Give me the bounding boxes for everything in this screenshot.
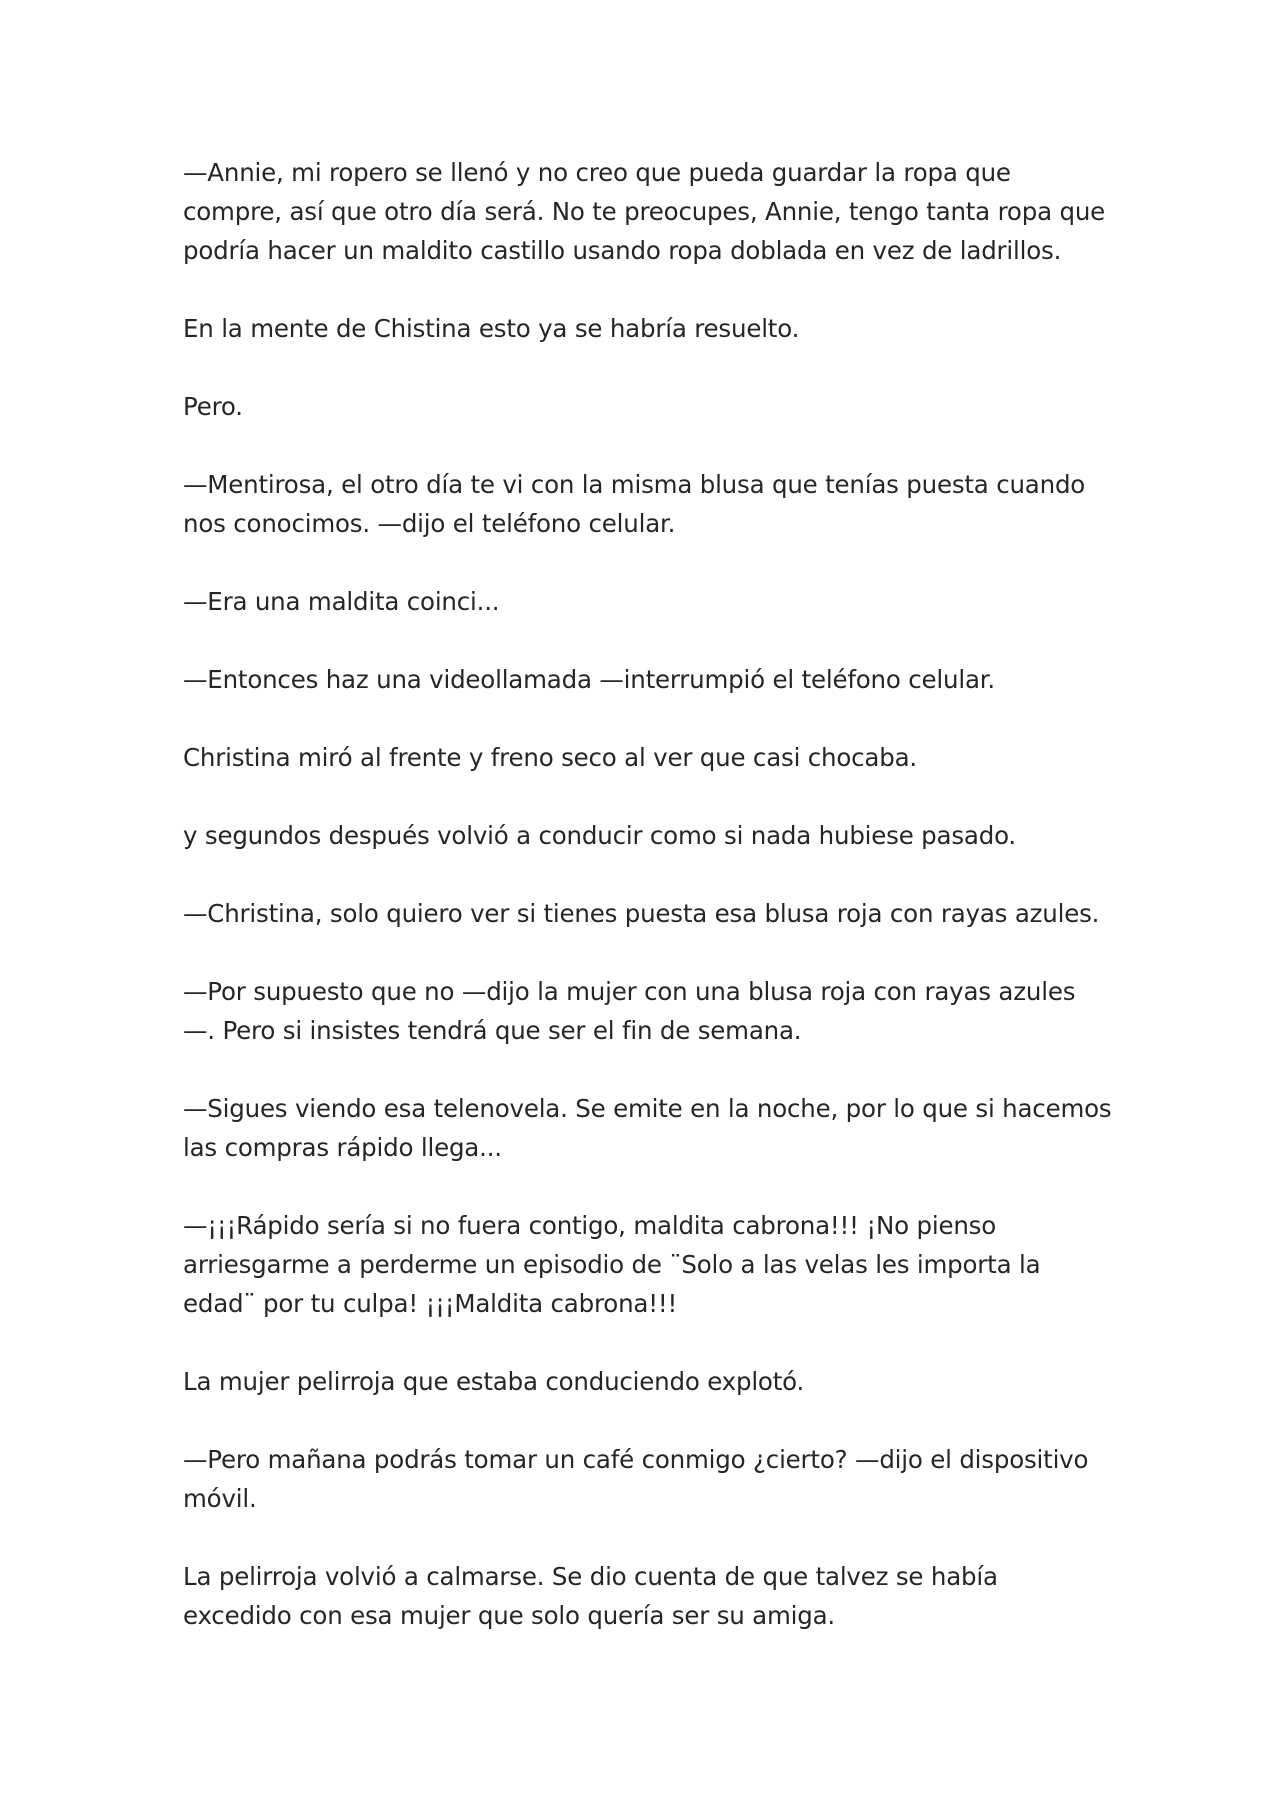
paragraph: Pero. bbox=[183, 392, 243, 421]
paragraph: —Mentirosa, el otro día te vi con la misma blusa que tenías puesta cuando nos conocimos. —dijo el teléfono celular. bbox=[183, 470, 1086, 538]
paragraph: —Era una maldita coinci... bbox=[183, 587, 500, 616]
paragraph: —Entonces haz una videollamada —interrumpió el teléfono celular. bbox=[183, 665, 995, 694]
paragraph: —Sigues viendo esa telenovela. Se emite en la noche, por lo que si hacemos las compras rápido llega... bbox=[183, 1094, 1112, 1162]
paragraph: La mujer pelirroja que estaba conduciendo explotó. bbox=[183, 1367, 805, 1396]
paragraph: —¡¡¡Rápido sería si no fuera contigo, maldita cabrona!!! ¡No pienso arriesgarme a perderme un episodio de ¨Solo a las velas les importa la edad¨ por tu culpa! ¡¡¡Maldita cabrona!!! bbox=[183, 1211, 1041, 1318]
paragraph: La pelirroja volvió a calmarse. Se dio cuenta de que talvez se había excedido con esa mujer que solo quería ser su amiga. bbox=[183, 1562, 998, 1630]
paragraph: y segundos después volvió a conducir como si nada hubiese pasado. bbox=[183, 821, 1017, 850]
paragraph: —Annie, mi ropero se llenó y no creo que pueda guardar la ropa que compre, así que otro día será. No te preocupes, Annie, tengo tanta ropa que podría hacer un maldito castillo usando ropa doblada en vez de ladrillos. bbox=[183, 158, 1106, 265]
paragraph: —Pero mañana podrás tomar un café conmigo ¿cierto? —dijo el dispositivo móvil. bbox=[183, 1445, 1089, 1513]
text-body bbox=[183, 153, 1113, 1635]
paragraph: —Christina, solo quiero ver si tienes puesta esa blusa roja con rayas azules. bbox=[183, 899, 1100, 928]
paragraph: Christina miró al frente y freno seco al ver que casi chocaba. bbox=[183, 743, 918, 772]
paragraph: —Por supuesto que no —dijo la mujer con una blusa roja con rayas azules —. Pero si insistes tendrá que ser el fin de semana. bbox=[183, 977, 1076, 1045]
paragraph: En la mente de Chistina esto ya se habría resuelto. bbox=[183, 314, 800, 343]
